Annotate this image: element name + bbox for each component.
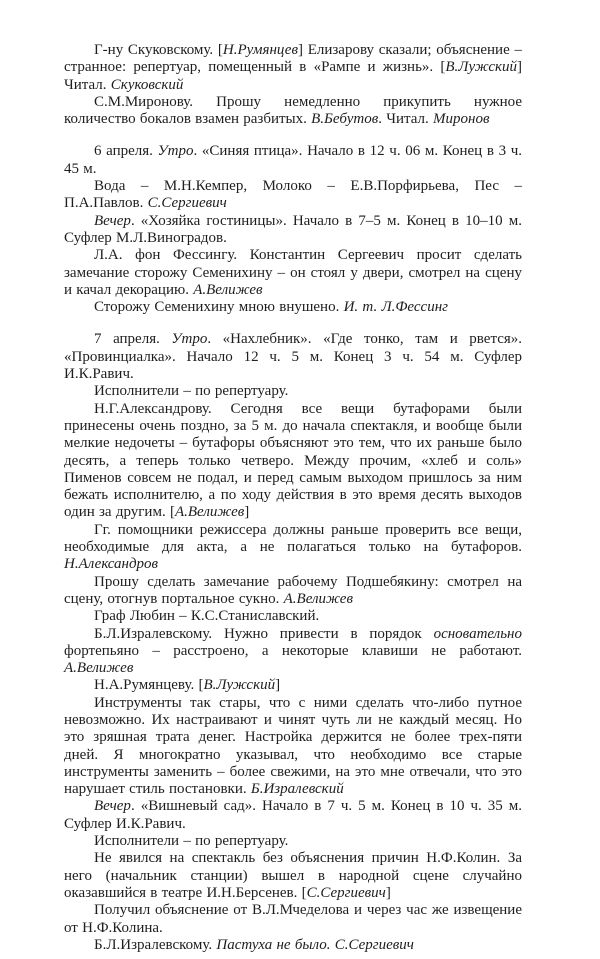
text-run: Инструменты так стары, что с ними сделать что-либо путное невозможно. Их настраивают и чинят чуть ли не каждый месяц. Но это зряшная трата денег. Настройка держится не более трех-пяти дней. Я многократно указывал, что необходимо все старые инструменты заменить – более свежими, на это мне отвечали, что это нарушает стиль постановки. <box>64 694 522 798</box>
text-run: Исполнители – по репертуару. <box>94 383 289 400</box>
text-run: С.М.Миронову. Прошу немедленно прикупить нужное количество бокалов взамен разбитых. <box>64 93 522 128</box>
paragraph <box>64 401 522 522</box>
text-run: Н.Г.Александрову. Сегодня все вещи бутафорами были принесены очень поздно, за 5 м. до начала спектакля, и вообще были мелкие недочеты – бутафоры объясняют это тем, что их раньше было десять, а теперь только четверо. Между прочим, «хлеб и соль» Пименов совсем не подал, и перед самым выходом пришлось за ним бежать исполнителю, а по ходу действия в это время десять выходов один за другим. [ <box>64 400 522 521</box>
text-run: фортепьяно – расстроено, а некоторые клавиши не работают. <box>64 642 522 659</box>
text-run: . Читал. <box>378 111 434 128</box>
text-run: . «Вишневый сад». Начало в 7 ч. 5 м. Конец в 10 ч. 35 м. Суфлер И.К.Равич. <box>64 798 522 832</box>
italic-text-run: Скуковский <box>110 76 184 93</box>
text-run: Сторожу Семенихину мною внушено. <box>94 299 344 316</box>
text-run: Н.А.Румянцеву. [ <box>94 677 204 694</box>
text-run: Вода – М.Н.Кемпер, Молоко – Е.В.Порфирьева, Пес – П.А.Павлов. <box>64 178 522 212</box>
text-run: Получил объяснение от В.Л.Мчеделова и через час же извещение от Н.Ф.Колина. <box>64 902 522 936</box>
italic-text-run: Н.Александров <box>64 556 159 573</box>
paragraph <box>64 42 522 94</box>
italic-text-run: Пастуха не было. С.Сергиевич <box>216 936 414 953</box>
paragraph <box>64 299 522 316</box>
italic-text-run: Миронов <box>433 111 490 128</box>
text-run: Граф Любин – К.С.Станиславский. <box>94 608 320 625</box>
paragraph <box>64 626 522 678</box>
italic-text-run: С.Сергиевич <box>147 195 227 212</box>
italic-text-run: И. т. Л.Фессинг <box>343 299 448 316</box>
paragraph <box>64 937 522 954</box>
italic-text-run: Н.Румянцев <box>222 42 298 58</box>
text-run: Гг. помощники режиссера должны раньше проверить все вещи, необходимые для акта, а не полагаться только на бутафоров. <box>64 521 522 556</box>
italic-text-run: В.Лужский <box>445 59 517 76</box>
text-run: Б.Л.Изралевскому. Нужно привести в порядок <box>94 625 434 642</box>
italic-text-run: В.Лужский <box>203 677 276 694</box>
italic-text-run: А.Велижев <box>193 281 263 298</box>
italic-text-run: Утро <box>157 143 194 160</box>
text-run: ] <box>275 677 281 694</box>
text-run: . «Синяя птица». Начало в 12 ч. 06 м. Конец в 3 ч. 45 м. <box>64 143 523 177</box>
paragraph <box>64 850 522 902</box>
text-run: Исполнители – по репертуару. <box>94 833 289 850</box>
italic-text-run: Б.Изралевский <box>250 781 344 798</box>
italic-text-run: С.Сергиевич <box>306 884 386 901</box>
paragraph <box>64 798 522 833</box>
text-run: Л.А. фон Фессингу. Константин Сергеевич просит сделать замечание сторожу Семенихину – он стоял у двери, смотрел на сцену и качал декорацию. <box>64 247 522 298</box>
italic-text-run: основательно <box>433 625 522 642</box>
paragraph <box>64 833 522 850</box>
paragraph <box>64 574 522 609</box>
text-run: Б.Л.Изралевскому. <box>94 936 217 953</box>
paragraph <box>64 94 522 129</box>
paragraph <box>64 247 522 299</box>
text-block <box>64 42 522 954</box>
italic-text-run: А.Велижев <box>64 660 134 677</box>
paragraph <box>64 143 522 178</box>
paragraph <box>64 608 522 625</box>
paragraph <box>64 213 522 248</box>
text-run: Прошу сделать замечание рабочему Подшебякину: смотрел на сцену, отогнув портальное сукно. <box>64 573 522 607</box>
text-run: ] Елизарову сказали; объяснение – странное: репертуар, помещенный в «Рампе и жизнь». [ <box>64 42 522 76</box>
italic-text-run: Вечер <box>94 212 131 229</box>
text-run: Г-ну Скуковскому. [ <box>94 42 223 58</box>
italic-text-run: В.Бебутов <box>311 111 379 128</box>
paragraph <box>64 522 522 574</box>
text-run: Не явился на спектакль без объяснения причин Н.Ф.Колин. За него (начальник станции) вышел в народной сцене случайно оказавшийся в театре И.Н.Берсенев. [ <box>64 850 522 901</box>
paragraph <box>64 383 522 400</box>
paragraph <box>64 695 522 799</box>
italic-text-run: Вечер <box>94 798 131 815</box>
text-run: ] Читал. <box>64 59 522 93</box>
paragraph <box>64 331 522 383</box>
italic-text-run: А.Велижев <box>174 504 245 521</box>
italic-text-run: Утро <box>171 331 208 348</box>
text-run: 6 апреля. <box>94 143 158 160</box>
paragraph <box>64 677 522 694</box>
text-run: . «Нахлебник». «Где тонко, там и рвется». «Провинциалка». Начало 12 ч. 5 м. Конец 3 ч. 54 м. Суфлер И.К.Равич. <box>64 331 522 383</box>
italic-text-run: А.Велижев <box>283 590 353 607</box>
paragraph <box>64 902 522 937</box>
text-run: 7 апреля. <box>94 331 172 348</box>
paragraph <box>64 178 522 213</box>
text-run: . «Хозяйка гостиницы». Начало в 7–5 м. Конец в 10–10 м. Суфлер М.Л.Виноградов. <box>64 212 522 246</box>
text-run: ] <box>385 884 391 901</box>
text-run: ] <box>244 504 250 521</box>
